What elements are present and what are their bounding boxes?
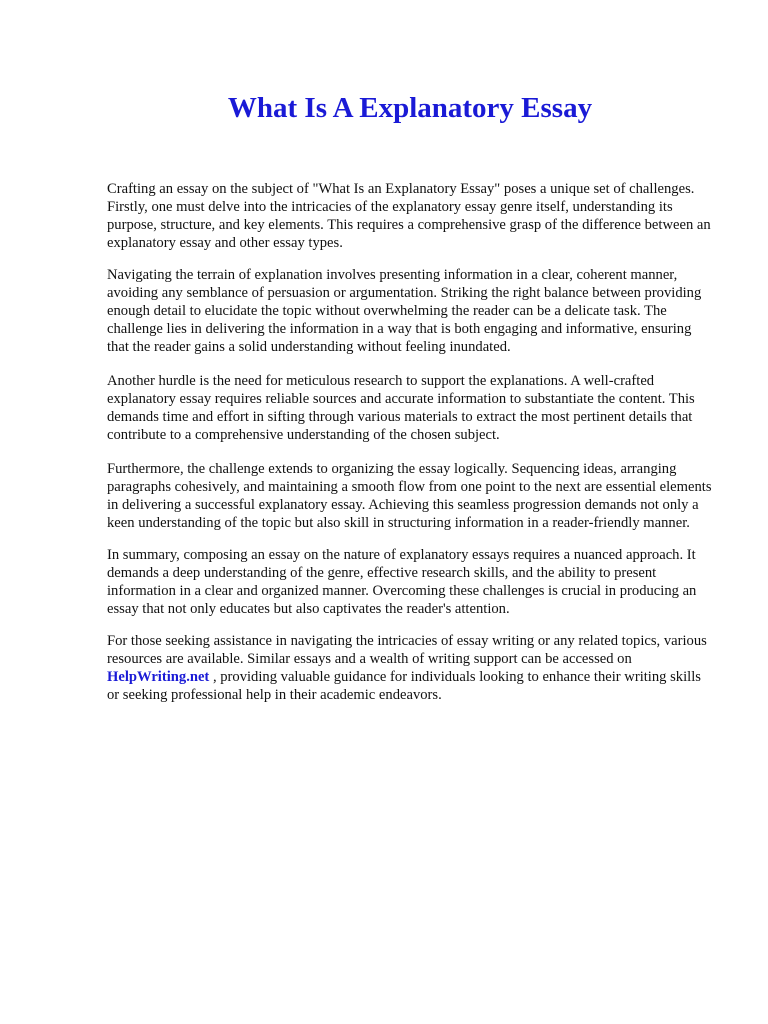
helpwriting-link[interactable]: HelpWriting.net [107,669,210,685]
closing-text-after-link: , providing valuable guidance for individuals looking to enhance their writing skills or seeking professional help in their academic endeavors. [107,669,701,703]
paragraph-4: Furthermore, the challenge extends to organizing the essay logically. Sequencing ideas, arranging paragraphs cohesively, and maintaining a smooth flow from one point to the next are essential elements in delivering a successful explanatory essay. Achieving this seamless progression demands not only a keen understanding of the topic but also skill in structuring information in a reader-friendly manner. [107,461,712,531]
paragraph-2: Navigating the terrain of explanation involves presenting information in a clear, coherent manner, avoiding any semblance of persuasion or argumentation. Striking the right balance between providing enough detail to elucidate the topic without overwhelming the reader can be a delicate task. The challenge lies in delivering the information in a way that is both engaging and informative, ensuring that the reader gains a solid understanding without feeling inundated. [107,267,702,355]
closing-paragraph [107,632,715,704]
paragraph-5: In summary, composing an essay on the nature of explanatory essays requires a nuanced approach. It demands a deep understanding of the genre, effective research skills, and the ability to present information in a clear and organized manner. Overcoming these challenges is crucial in producing an essay that not only educates but also captivates the reader's attention. [107,547,697,617]
document-title: What Is A Explanatory Essay [227,92,593,124]
paragraph-3: Another hurdle is the need for meticulous research to support the explanations. A well-crafted explanatory essay requires reliable sources and accurate information to substantiate the content. This demands time and effort in sifting through various materials to extract the most pertinent details that contribute to a comprehensive understanding of the chosen subject. [107,373,695,443]
paragraph-1: Crafting an essay on the subject of "What Is an Explanatory Essay" poses a unique set of challenges. Firstly, one must delve into the intricacies of the explanatory essay genre itself, understanding its purpose, structure, and key elements. This requires a comprehensive grasp of the difference between an explanatory essay and other essay types. [107,181,711,251]
document-body [107,180,715,718]
closing-text-before-link: For those seeking assistance in navigating the intricacies of essay writing or any related topics, various resources are available. Similar essays and a wealth of writing support can be accessed on [107,633,707,667]
